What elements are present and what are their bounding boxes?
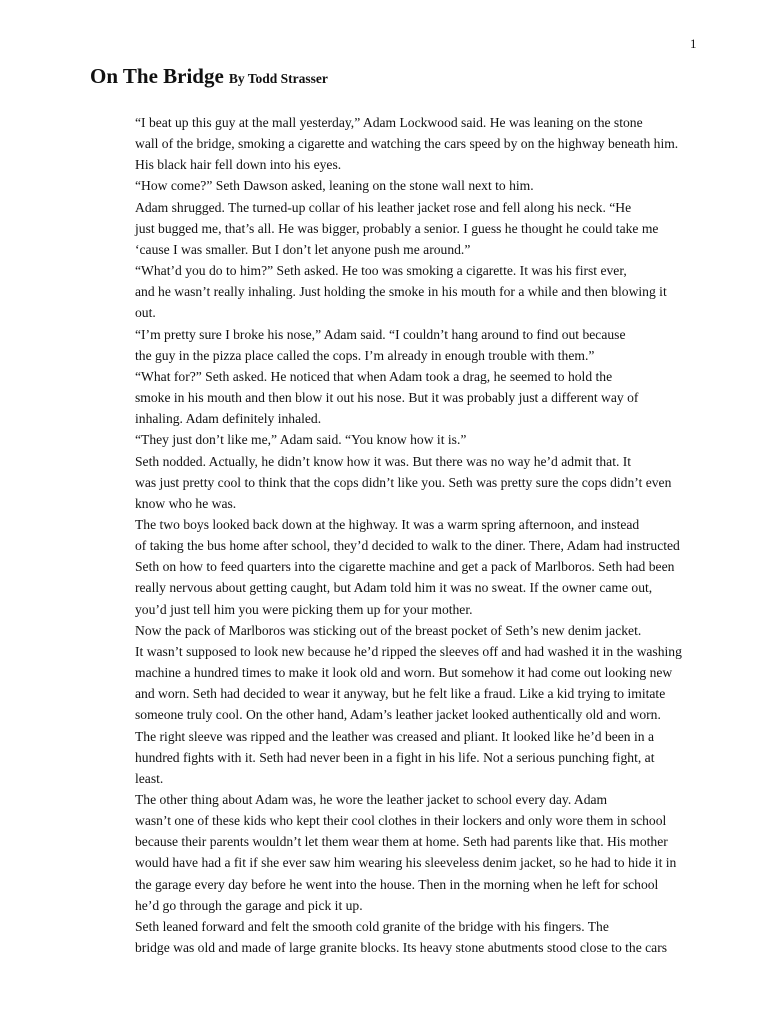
text-line: inhaling. Adam definitely inhaled. bbox=[135, 411, 322, 427]
text-line: just bugged me, that’s all. He was bigger, probably a senior. I guess he thought he could take me bbox=[135, 220, 659, 236]
paragraph bbox=[90, 451, 702, 514]
text-line: “I beat up this guy at the mall yesterday,” Adam Lockwood said. He was leaning on the stone bbox=[135, 115, 643, 130]
text-line: wall of the bridge, smoking a cigarette and watching the cars speed by on the highway beneath him. bbox=[135, 136, 679, 152]
paragraph bbox=[90, 175, 702, 196]
text-line: and worn. Seth had decided to wear it anyway, but he felt like a fraud. Like a kid trying to imitate bbox=[135, 686, 666, 702]
text-line: “How come?” Seth Dawson asked, leaning on the stone wall next to him. bbox=[135, 178, 534, 194]
paragraph bbox=[90, 789, 702, 916]
paragraph bbox=[90, 324, 702, 366]
text-line: Seth nodded. Actually, he didn’t know how it was. But there was no way he’d admit that. It bbox=[135, 453, 632, 469]
text-line: the guy in the pizza place called the cops. I’m already in enough trouble with them.” bbox=[135, 347, 595, 363]
paragraph bbox=[90, 260, 702, 323]
text-line: you’d just tell him you were picking them up for your mother. bbox=[135, 601, 473, 617]
text-line: “What’d you do to him?” Seth asked. He too was smoking a cigarette. It was his first ever, bbox=[135, 263, 627, 279]
page-number: 1 bbox=[690, 36, 697, 51]
story-body bbox=[90, 112, 702, 958]
story-title: On The Bridge bbox=[90, 64, 224, 88]
byline: By Todd Strasser bbox=[228, 71, 328, 86]
title-line bbox=[90, 64, 328, 89]
text-line: of taking the bus home after school, they’d decided to walk to the diner. There, Adam had instructed bbox=[135, 538, 680, 554]
text-line: It wasn’t supposed to look new because he’d ripped the sleeves off and had washed it in the washing bbox=[135, 643, 682, 659]
text-line: machine a hundred times to make it look old and worn. But somehow it had come out looking new bbox=[135, 665, 673, 681]
text-line: The right sleeve was ripped and the leather was creased and pliant. It looked like he’d been in a bbox=[135, 728, 655, 744]
text-line: and he wasn’t really inhaling. Just holding the smoke in his mouth for a while and then blowing it bbox=[135, 284, 667, 300]
text-line: out. bbox=[135, 305, 156, 321]
text-line: know who he was. bbox=[135, 495, 237, 511]
text-line: Adam shrugged. The turned-up collar of his leather jacket rose and fell along his neck. “He bbox=[135, 199, 632, 215]
text-line: really nervous about getting caught, but Adam told him it was no sweat. If the owner came out, bbox=[135, 580, 653, 596]
text-line: hundred fights with it. Seth had never been in a fight in his life. Not a serious punching fight, at bbox=[135, 749, 655, 765]
text-line: ‘cause I was smaller. But I don’t let anyone push me around.” bbox=[135, 241, 471, 257]
text-line: the garage every day before he went into the house. Then in the morning when he left for school bbox=[135, 876, 659, 892]
text-line: “I’m pretty sure I broke his nose,” Adam said. “I couldn’t hang around to find out because bbox=[135, 326, 626, 342]
paragraph bbox=[90, 366, 702, 429]
text-line: someone truly cool. On the other hand, Adam’s leather jacket looked authentically old and worn. bbox=[135, 707, 661, 723]
text-line: bridge was old and made of large granite blocks. Its heavy stone abutments stood close to the cars bbox=[135, 940, 668, 956]
paragraph bbox=[90, 197, 702, 260]
text-line: would have had a fit if she ever saw him wearing his sleeveless denim jacket, so he had to hide it in bbox=[135, 855, 677, 871]
text-line: His black hair fell down into his eyes. bbox=[135, 157, 342, 173]
paragraph bbox=[90, 429, 702, 450]
paragraph bbox=[90, 916, 702, 958]
text-line: Now the pack of Marlboros was sticking out of the breast pocket of Seth’s new denim jacket. bbox=[135, 622, 642, 638]
text-line: smoke in his mouth and then blow it out his nose. But it was probably just a different way of bbox=[135, 390, 639, 406]
text-line: because their parents wouldn’t let them wear them at home. Seth had parents like that. His mother bbox=[135, 834, 668, 850]
text-line: he’d go through the garage and pick it up. bbox=[135, 897, 363, 913]
text-line: The two boys looked back down at the highway. It was a warm spring afternoon, and instead bbox=[135, 516, 640, 532]
text-line: wasn’t one of these kids who kept their cool clothes in their lockers and only wore them in school bbox=[135, 813, 667, 829]
paragraph bbox=[90, 514, 702, 620]
text-line: Seth on how to feed quarters into the cigarette machine and get a pack of Marlboros. Seth had been bbox=[135, 559, 675, 575]
text-line: The other thing about Adam was, he wore the leather jacket to school every day. Adam bbox=[135, 792, 608, 807]
text-line: “What for?” Seth asked. He noticed that when Adam took a drag, he seemed to hold the bbox=[135, 368, 613, 384]
paragraph bbox=[90, 112, 702, 175]
text-line: Seth leaned forward and felt the smooth cold granite of the bridge with his fingers. The bbox=[135, 918, 609, 934]
text-line: was just pretty cool to think that the cops didn’t like you. Seth was pretty sure the cops didn’t even bbox=[135, 474, 672, 490]
text-line: least. bbox=[135, 770, 164, 786]
text-line: “They just don’t like me,” Adam said. “You know how it is.” bbox=[135, 432, 467, 448]
paragraph bbox=[90, 620, 702, 789]
